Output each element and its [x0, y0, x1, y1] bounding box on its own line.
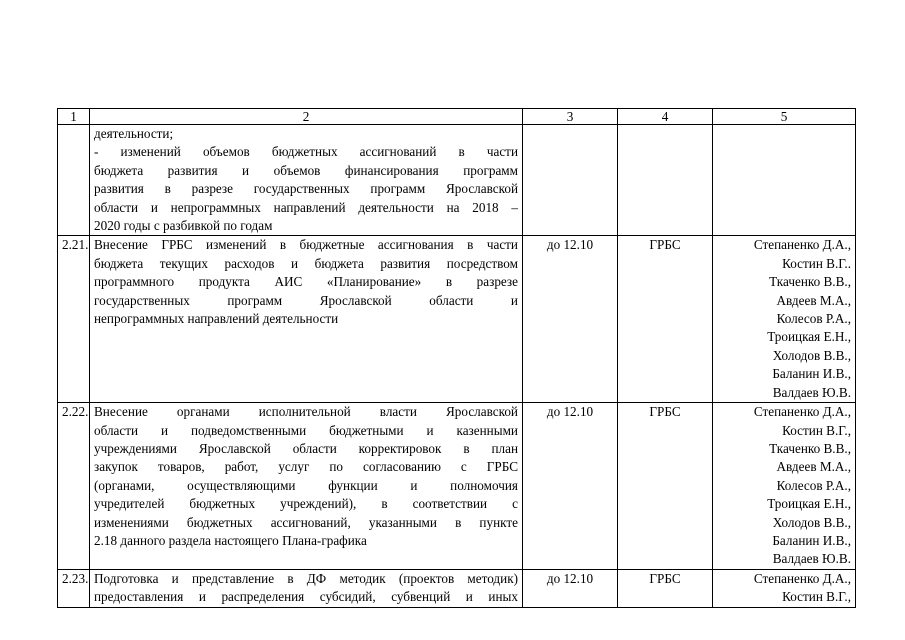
responsible-person: Валдаев Ю.В. [772, 551, 851, 567]
description-line: учреждениями Ярославской области корректировок в план [94, 440, 518, 456]
item-number: 2.21. [58, 236, 90, 403]
responsible-person: Костин В.Г., [782, 422, 851, 438]
item-description [90, 125, 523, 236]
description-line: области и подведомственными бюджетными и казенными [94, 422, 518, 438]
responsible-person: Колесов Р.А., [776, 311, 851, 327]
responsible-person: Авдеев М.А., [776, 459, 851, 475]
responsible-person: Валдаев Ю.В. [772, 384, 851, 400]
description-line: развития в разрезе государственных программ Ярославской [94, 181, 518, 197]
description-line: изменениями бюджетных ассигнований, указанными в пункте [94, 514, 518, 530]
description-line: непрограммных направлений деятельности [94, 311, 339, 327]
responsible-person: Холодов В.В., [772, 514, 851, 530]
description-line: (органами, осуществляющими функции и полномочия [94, 477, 518, 493]
item-deadline: до 12.10 [523, 403, 618, 570]
description-line: - изменений объемов бюджетных ассигнований в части [94, 144, 518, 160]
item-number: 2.22. [58, 403, 90, 570]
responsible-person: Авдеев М.А., [776, 292, 851, 308]
responsible-person: Степаненко Д.А., [753, 570, 851, 586]
header-cell-4: 4 [618, 109, 713, 125]
item-responsible-persons [713, 403, 856, 570]
responsible-person: Баланин И.В., [772, 532, 851, 548]
description-line: государственных программ Ярославской области и [94, 292, 518, 308]
header-cell-5: 5 [713, 109, 856, 125]
responsible-person: Троицкая Е.Н., [767, 329, 851, 345]
plan-table [57, 108, 856, 608]
responsible-person: Степаненко Д.А., [753, 404, 851, 420]
description-line: Внесение органами исполнительной власти Ярославской [94, 404, 518, 420]
item-description [90, 236, 523, 403]
responsible-person: Холодов В.В., [772, 347, 851, 363]
description-line: 2020 годы с разбивкой по годам [94, 218, 273, 234]
item-description [90, 403, 523, 570]
item-executor: ГРБС [618, 236, 713, 403]
description-line: Внесение ГРБС изменений в бюджетные ассигнования в части [94, 237, 518, 253]
description-line: предоставления и распределения субсидий, субвенций и иных [94, 589, 518, 605]
responsible-person: Степаненко Д.А., [753, 237, 851, 253]
item-description [90, 569, 523, 607]
responsible-person: Троицкая Е.Н., [767, 496, 851, 512]
description-line: программного продукта АИС «Планирование» в разрезе [94, 274, 518, 290]
description-line: закупок товаров, работ, услуг по согласованию с ГРБС [94, 459, 518, 475]
item-executor: ГРБС [618, 569, 713, 607]
description-line: Подготовка и представление в ДФ методик (проектов методик) [94, 570, 518, 586]
item-responsible-persons [713, 569, 856, 607]
item-responsible-persons [713, 125, 856, 236]
header-cell-2: 2 [90, 109, 523, 125]
item-responsible-persons [713, 236, 856, 403]
item-deadline: до 12.10 [523, 569, 618, 607]
item-number [58, 125, 90, 236]
header-row [58, 109, 856, 125]
responsible-person: Колесов Р.А., [776, 477, 851, 493]
description-line: учредителей бюджетных учреждений), в соответствии с [94, 496, 518, 512]
item-number: 2.23. [58, 569, 90, 607]
description-line: бюджета текущих расходов и бюджета развития посредством [94, 255, 518, 271]
responsible-person: Костин В.Г.. [782, 255, 851, 271]
responsible-person: Ткаченко В.В., [769, 274, 851, 290]
description-line: 2.18 данного раздела настоящего Плана-графика [94, 532, 367, 548]
plan-table-body [58, 109, 856, 608]
description-line: деятельности; [94, 126, 174, 141]
header-cell-3: 3 [523, 109, 618, 125]
description-line: бюджета развития и объемов финансирования программ [94, 162, 518, 178]
table-row [58, 236, 856, 403]
header-cell-1: 1 [58, 109, 90, 125]
table-row [58, 403, 856, 570]
table-row [58, 569, 856, 607]
table-row [58, 125, 856, 236]
item-deadline [523, 125, 618, 236]
responsible-person: Костин В.Г., [782, 589, 851, 605]
item-executor: ГРБС [618, 403, 713, 570]
responsible-person: Ткаченко В.В., [769, 440, 851, 456]
description-line: области и непрограммных направлений деятельности на 2018 – [94, 199, 518, 215]
item-deadline: до 12.10 [523, 236, 618, 403]
responsible-person: Баланин И.В., [772, 366, 851, 382]
item-executor [618, 125, 713, 236]
